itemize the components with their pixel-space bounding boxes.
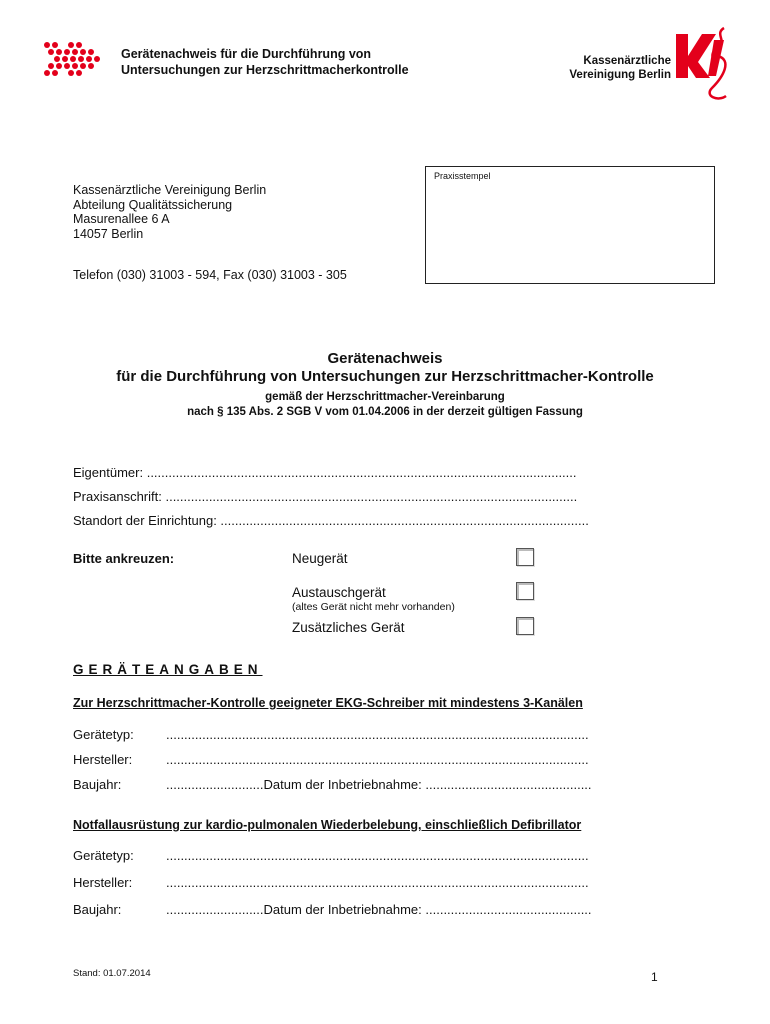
address-line2: Abteilung Qualitätssicherung (73, 197, 233, 212)
ecg-year-label: Baujahr: (73, 777, 122, 792)
owner-field[interactable]: Eigentümer: ....................................................................................................................... (73, 465, 577, 480)
arrow-logo-icon (42, 40, 104, 78)
emergency-maker-field[interactable]: ..................................................................................................................... (166, 875, 589, 890)
kv-logo-icon (674, 26, 734, 106)
form-regulation-line2: nach § 135 Abs. 2 SGB V vom 01.04.2006 in der derzeit gültigen Fassung (187, 406, 583, 418)
kv-name-line2: Vereinigung Berlin (569, 69, 671, 81)
kv-name-line1: Kassenärztliche (583, 55, 671, 67)
ecg-maker-label: Hersteller: (73, 752, 133, 767)
emergency-type-field[interactable]: ..................................................................................................................... (166, 848, 589, 863)
form-title: Gerätenachweis (327, 350, 443, 367)
ecg-type-label: Gerätetyp: (73, 727, 134, 742)
checkbox-prompt: Bitte ankreuzen: (73, 551, 175, 566)
phone-fax-line: Telefon (030) 31003 - 594, Fax (030) 31003 - 305 (73, 268, 347, 282)
kv-berlin-name (566, 54, 671, 82)
document-header-title (121, 46, 409, 78)
practice-stamp-box[interactable] (425, 166, 715, 284)
replacement-device-checkbox[interactable] (516, 582, 534, 600)
ecg-type-field[interactable]: ..................................................................................................................... (166, 727, 589, 742)
address-line4: 14057 Berlin (73, 226, 144, 241)
location-field[interactable]: Standort der Einrichtung: ...................................................................................................... (73, 513, 589, 528)
option-additional-label: Zusätzliches Gerät (292, 620, 405, 635)
emergency-maker-label: Hersteller: (73, 875, 133, 890)
stamp-label: Praxisstempel (434, 171, 491, 181)
device-info-heading: GERÄTEANGABEN (73, 662, 263, 677)
form-regulation-line1: gemäß der Herzschrittmacher-Vereinbarung (265, 391, 505, 403)
new-device-checkbox[interactable] (516, 548, 534, 566)
footer-date: Stand: 01.07.2014 (73, 968, 151, 979)
header-title-line1: Gerätenachweis für die Durchführung von (121, 47, 372, 61)
recipient-address (73, 183, 266, 241)
form-subtitle: für die Durchführung von Untersuchungen zur Herzschrittmacher-Kontrolle (116, 368, 654, 385)
practice-address-field[interactable]: Praxisanschrift: .................................................................................................................. (73, 489, 578, 504)
option-replacement-note: (altes Gerät nicht mehr vorhanden) (292, 601, 455, 613)
ecg-maker-field[interactable]: ..................................................................................................................... (166, 752, 589, 767)
emergency-year-date-field[interactable]: ...........................Datum der Inbetriebnahme: .............................................. (166, 902, 592, 917)
address-line1: Kassenärztliche Vereinigung Berlin (73, 183, 267, 197)
ecg-section-heading: Zur Herzschrittmacher-Kontrolle geeigneter EKG-Schreiber mit mindestens 3-Kanälen (73, 696, 583, 710)
emergency-type-label: Gerätetyp: (73, 848, 134, 863)
emergency-section-heading: Notfallausrüstung zur kardio-pulmonalen Wiederbelebung, einschließlich Defibrillator (73, 818, 582, 832)
address-line3: Masurenallee 6 A (73, 212, 170, 226)
option-replacement-label: Austauschgerät (292, 585, 386, 600)
emergency-year-label: Baujahr: (73, 902, 122, 917)
header-title-line2: Untersuchungen zur Herzschrittmacherkontrolle (121, 63, 409, 77)
additional-device-checkbox[interactable] (516, 617, 534, 635)
page-number: 1 (651, 970, 658, 984)
option-new-device-label: Neugerät (292, 551, 348, 566)
ecg-year-date-field[interactable]: ...........................Datum der Inbetriebnahme: .............................................. (166, 777, 592, 792)
